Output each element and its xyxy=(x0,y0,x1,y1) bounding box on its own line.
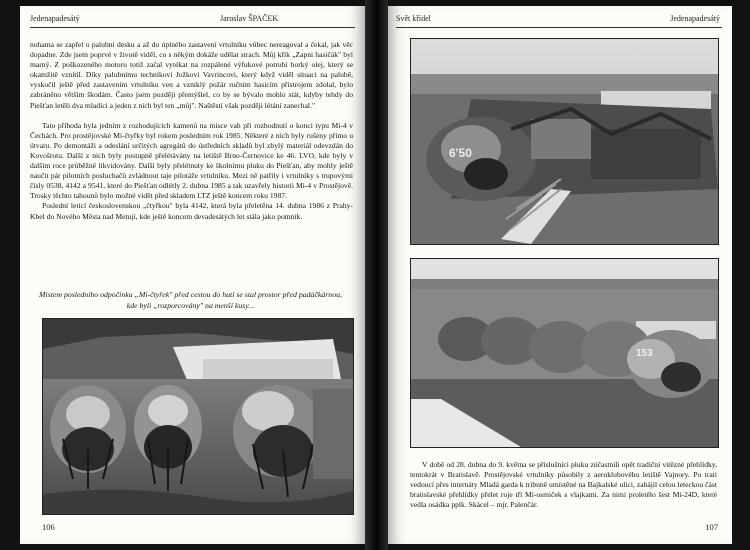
running-head-author: Jaroslav ŠPAČEK xyxy=(220,14,279,23)
running-head-series: Svět křídel xyxy=(396,14,431,23)
paragraph: Poslední letící československou „čtyřkou" byla 4142, která byla přeletěna 14. dubna 1986 z Prahy-Kbel do Nového Města nad Metují, kde ještě koncem devadesátých let stála jako pomník. xyxy=(30,201,353,221)
page-number-left: 106 xyxy=(42,522,55,532)
body-text-right xyxy=(410,460,717,510)
body-text-left xyxy=(30,40,353,222)
paragraph: Tato příhoda byla jedním z rozhodujících kamenů na misce vah při rozhodnutí o konci typu Mi-4 v Čechách. Pro prostějovské Mi-čtyřky byl rokem posledním rok 1985. Některé z nich byly rušeny přímo u útvaru. Po demontáži a odeslání určitých agregátů do ústředních skladů byl zbylý materiál odevzdán do Kovošrotu. Další z nich byly postupně přelétávány na letiště Brno-Černovice ke 46. LVO, kde byly v dalším roce průběžně likvidovány. Další byly přelétnuty ke školnímu pluku do Piešťan, aby mohly ještě naučit pár pilotních posluchačů zvládnout taje pilotáže vrtulníku. Mezi ně patřily i vrtulníky s trupovými čísly 0538, 4142 a 9541, které do Piešťan odlétly 2. dubna 1985 a tak uzavřely historii Mi-4 v Prostějově. Trosky těchto tahounů bylo možné vidět před skladem LTZ ještě koncem roku 1987. xyxy=(30,120,353,201)
page-number-right: 107 xyxy=(705,522,718,532)
left-page xyxy=(20,6,365,544)
book-gutter xyxy=(365,0,388,550)
header-rule xyxy=(396,27,722,28)
header-rule xyxy=(30,27,355,28)
photo-caption: Mistem posledního odpočinku „Mi-čtyřek" před cestou do hutí se stal prostor před padáčkárnou, kde byli „rozporcovány" na menší kusy... xyxy=(39,290,342,310)
paragraph: V době od 28. dubna do 9. května se příslušníci pluku zúčastnili opět tradiční vítězné přehlídky, tentokrát v Bratislavě. Prostějovské vrtulníky působily z aeroklubového letiště Vajnory. Po trati vedoucí přes internáty Mladá garda k tribuně umístěné na Bajkalské ulici, zahájil celou leteckou část bratislavské přehlídky přelet roje tří Mi-osmiček s vlajkami. Za nimi proletělo šest Mi-24D, které vedla osádka pplk. Skácel – mjr. Palenčár. xyxy=(410,460,717,510)
paragraph: nohama se zapřel o palubní desku a až do úplného zastavení vrtulníku vůbec nereagoval a čekal, jak věc dopadne. Zde jsem poprvé v životě viděl, co s někým dokáže udělat strach. Můj křik „Zapni hasičák" byl marný. Z poškozeného motoru totiž začal vytékat na rozpálené výfukové potrubí horký olej, který se okamžitě vznítil. Díky palubnímu technikovi Jožkovi Vavrincovi, který když viděl situaci na palubě, vyskočil ještě před zastavením vrtulníku ven a vzniklý požár ručním hasicím přístrojem zdolal, bylo zabráněno větším škodám. Často jsem později přemýšlel, co by se bývalo mohlo stát, kdyby tehdy do Piešťan letěli dva mladíci a jeden z nich byl ten „můj". Naštěstí však později létání zanechal." xyxy=(30,40,353,110)
running-head-right: Jedenapadesátý xyxy=(670,14,720,23)
fuselage-number-label: 6'50 xyxy=(449,146,472,160)
photo-helicopter-wrecks-left xyxy=(42,318,354,515)
running-head-left: Jedenapadesátý xyxy=(30,14,80,23)
right-page xyxy=(388,6,732,544)
photo-helicopter-fuselages-row xyxy=(410,258,719,448)
photo-helicopter-scrapyard xyxy=(410,38,719,245)
fuselage-number-label: 153 xyxy=(636,348,653,359)
